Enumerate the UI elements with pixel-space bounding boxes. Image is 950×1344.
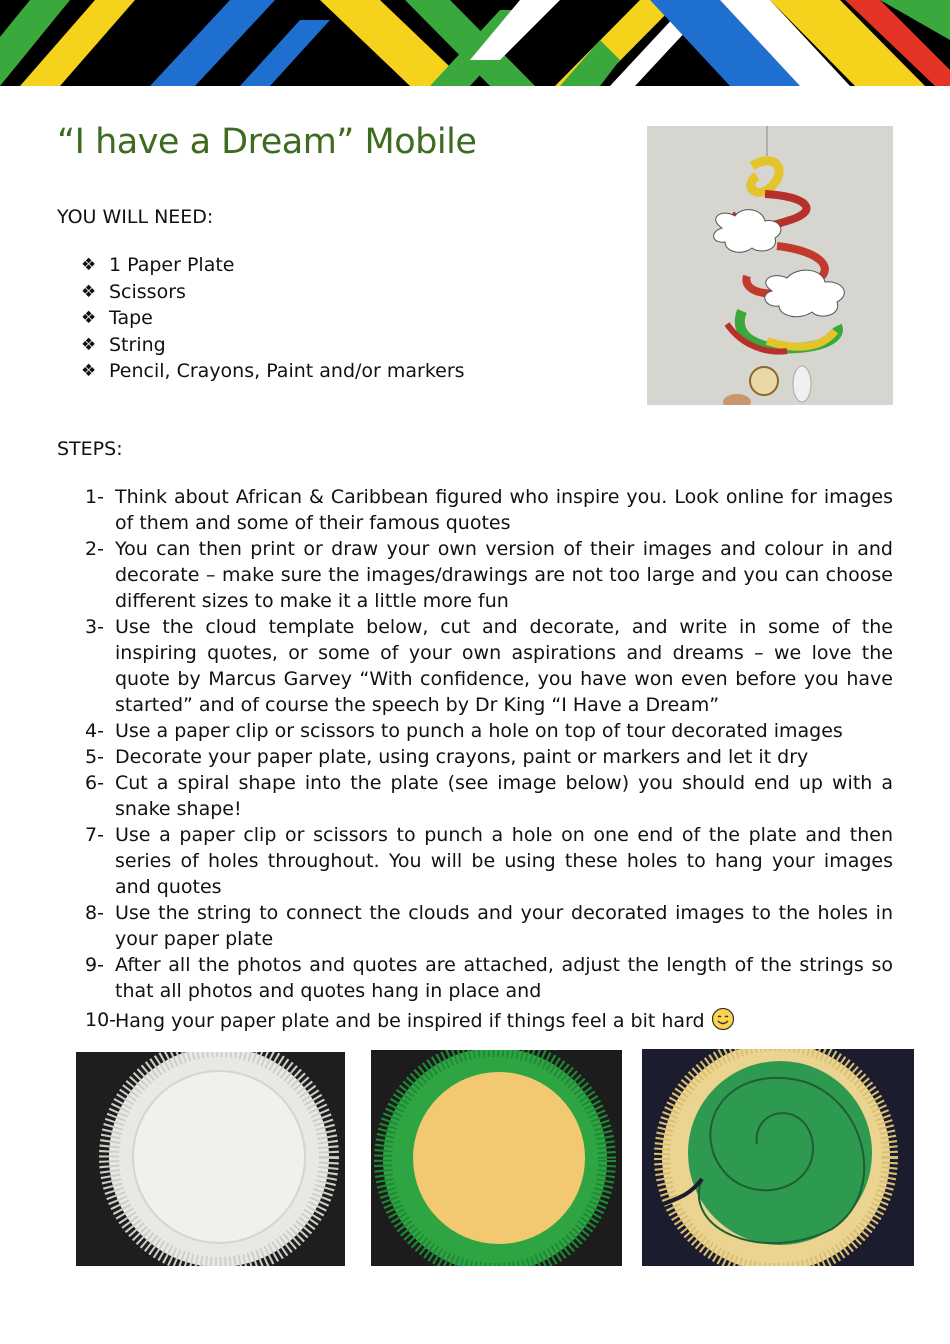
smiley-face-icon bbox=[711, 1007, 735, 1031]
list-item: 8- Use the string to connect the clouds and your decorated images to the holes in your paper plate bbox=[85, 902, 893, 950]
list-item: 10- Hang your paper plate and be inspired if things feel a bit hard bbox=[85, 1007, 893, 1034]
list-item: ❖ String bbox=[81, 332, 465, 359]
list-item: ❖ 1 Paper Plate bbox=[81, 252, 465, 279]
diamond-bullet-icon: ❖ bbox=[81, 308, 97, 328]
spiral-cut-plate-photo bbox=[642, 1049, 914, 1266]
finished-mobile-photo bbox=[647, 126, 893, 405]
you-will-need-heading: YOU WILL NEED: bbox=[57, 206, 214, 228]
steps-list bbox=[85, 484, 893, 1034]
list-item: ❖ Tape bbox=[81, 305, 465, 332]
diamond-bullet-icon: ❖ bbox=[81, 281, 97, 302]
list-item: 6- Cut a spiral shape into the plate (see image below) you should end up with a snake shape! bbox=[85, 772, 893, 820]
list-item: 7- Use a paper clip or scissors to punch a hole on one end of the plate and then series of holes throughout. You will be using these holes to hang your images and quotes bbox=[85, 824, 893, 898]
list-item: 9- After all the photos and quotes are attached, adjust the length of the strings so that all photos and quotes hang in place and bbox=[85, 954, 893, 1002]
diamond-bullet-icon: ❖ bbox=[81, 361, 97, 381]
list-item: 2- You can then print or draw your own version of their images and colour in and decorate – make sure the images/drawings are not too large and you can choose different sizes to make it a little more fun bbox=[85, 538, 893, 612]
header-banner bbox=[0, 0, 950, 86]
list-item: ❖ Scissors bbox=[81, 279, 465, 306]
diamond-bullet-icon: ❖ bbox=[81, 255, 97, 275]
steps-heading: STEPS: bbox=[57, 438, 123, 460]
list-item: ❖ Pencil, Crayons, Paint and/or markers bbox=[81, 358, 465, 385]
list-item: 1- Think about African & Caribbean figured who inspire you. Look online for images of them and some of their famous quotes bbox=[85, 486, 893, 534]
list-item: 5- Decorate your paper plate, using crayons, paint or markers and let it dry bbox=[85, 746, 809, 768]
list-item: 3- Use the cloud template below, cut and decorate, and write in some of the inspiring quotes, or some of your own aspirations and dreams – we love the quote by Marcus Garvey “With confidence, you have won even before you have started” and of course the speech by Dr King “I Have a Dream” bbox=[85, 616, 893, 716]
diamond-bullet-icon: ❖ bbox=[81, 334, 97, 355]
plain-paper-plate-photo bbox=[76, 1052, 345, 1266]
painted-paper-plate-photo bbox=[371, 1050, 622, 1266]
list-item: 4- Use a paper clip or scissors to punch a hole on top of tour decorated images bbox=[85, 720, 843, 742]
stripe-pattern-graphic bbox=[0, 0, 950, 86]
page-title: “I have a Dream” Mobile bbox=[57, 122, 477, 162]
supplies-list bbox=[81, 252, 465, 385]
